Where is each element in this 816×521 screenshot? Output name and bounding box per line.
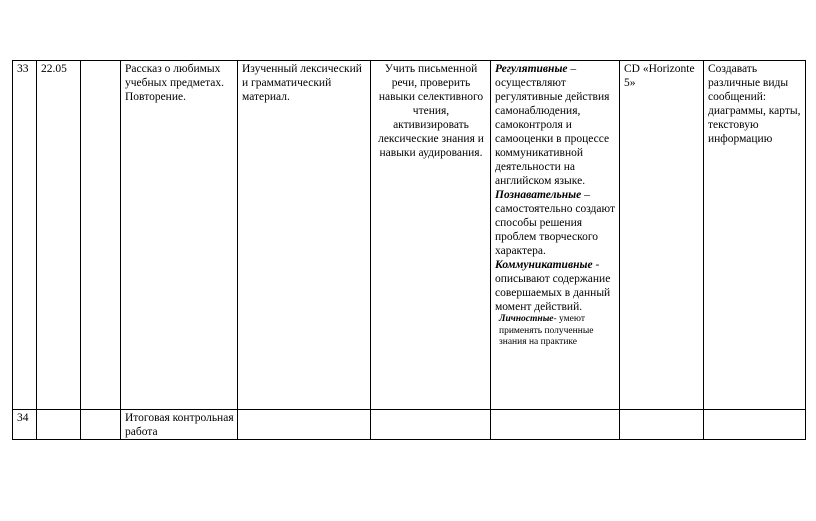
lesson-material-cell: Изученный лексический и грамматический материал. [238,61,371,410]
communicative-heading: Коммуникативные [495,259,593,271]
empty-cell [81,410,121,440]
personal-dash: - [553,314,557,324]
resources-cell: CD «Horizonte 5» [620,61,704,410]
lesson-goals-cell [371,410,491,440]
resources-cell [620,410,704,440]
lesson-material-cell [238,410,371,440]
regulatory-heading: Регулятивные [495,63,568,75]
cognitive-dash: – [581,189,590,201]
communicative-dash: - [592,259,600,271]
communicative-text: описывают содержание совершаемых в данный момент действий. [495,273,611,313]
lesson-topic-cell: Рассказ о любимых учебных предметах. Повторение. [121,61,238,410]
cognitive-heading: Познавательные [495,189,582,201]
lesson-number-cell: 34 [13,410,37,440]
empty-cell [81,61,121,410]
lesson-topic-cell: Итоговая контрольная работа [121,410,238,440]
learning-outcomes-cell [491,61,620,410]
lesson-number-cell: 33 [13,61,37,410]
activities-cell [704,410,806,440]
lesson-plan-table [12,60,806,440]
activities-cell: Создавать различные виды сообщений: диаграммы, карты, текстовую информацию [704,61,806,410]
lesson-date-cell: 22.05 [37,61,81,410]
regulatory-text: осуществляют регулятивные действия самонаблюдения, самоконтроля и самооценки в процессе коммуникативной деятельности на английском языке. [495,77,610,187]
table-row [13,410,806,440]
table-row [13,61,806,410]
learning-outcomes-cell [491,410,620,440]
personal-heading: Личностные [499,314,554,324]
lesson-goals-cell: Учить письменной речи, проверить навыки селективного чтения, активизировать лексические знания и навыки аудирования. [371,61,491,410]
cognitive-text: самостоятельно создают способы решения проблем творческого характера. [495,203,615,257]
personal-text: умеют применять полученные знания на практике [499,314,594,347]
lesson-date-cell [37,410,81,440]
personal-outcome [495,314,616,349]
regulatory-dash: – [567,63,577,75]
